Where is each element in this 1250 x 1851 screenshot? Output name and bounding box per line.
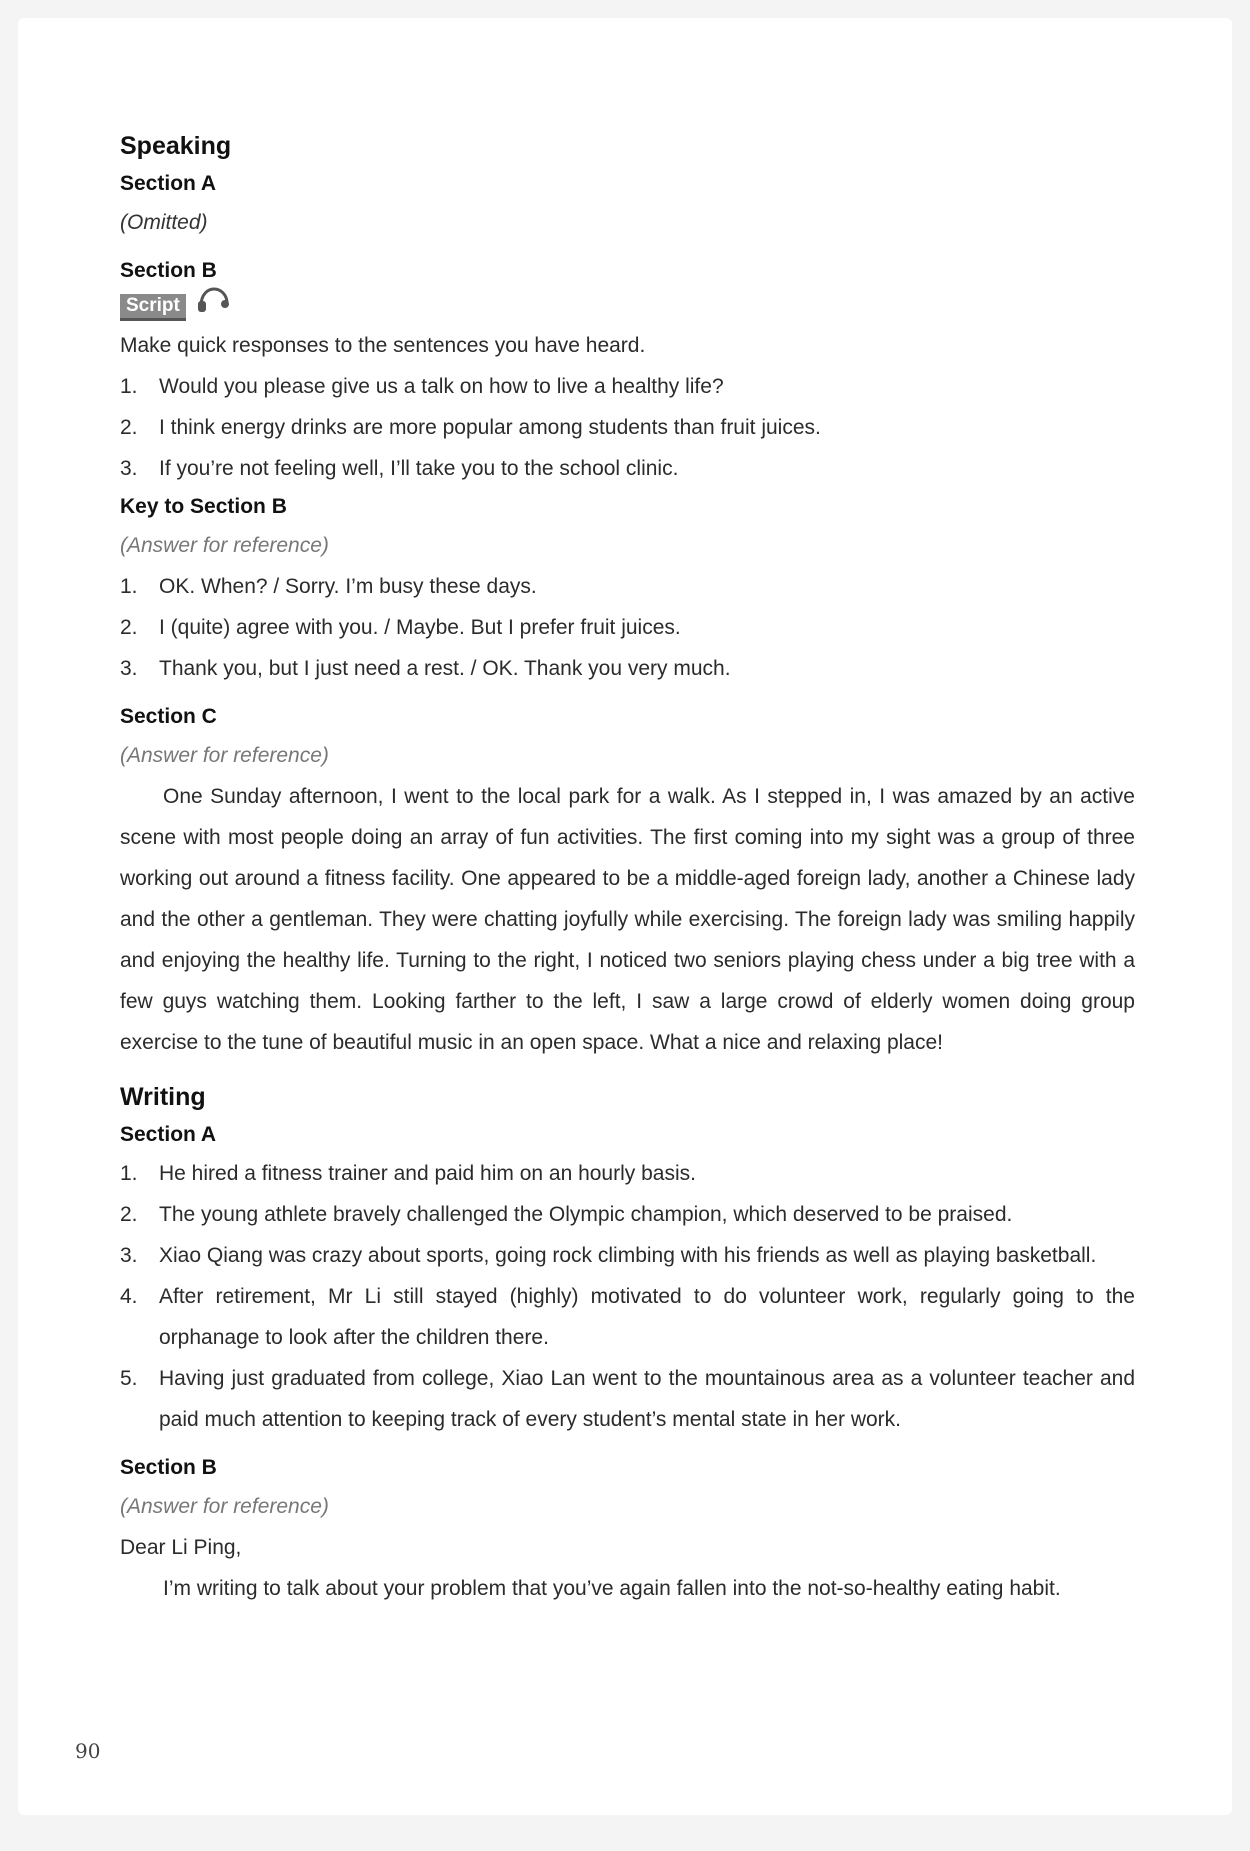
writing-section-b-heading: Section B: [120, 1456, 217, 1479]
page-number: 90: [75, 1739, 101, 1763]
script-badge: Script: [120, 294, 186, 321]
list-item: 1. OK. When? / Sorry. I’m busy these days.: [120, 575, 537, 598]
list-item: 2. I (quite) agree with you. / Maybe. But I prefer fruit juices.: [120, 616, 681, 639]
speaking-section-b-heading: Section B: [120, 259, 217, 282]
script-label-row: [120, 289, 1135, 325]
document-page: [18, 18, 1232, 1815]
letter-first-line: I’m writing to talk about your problem that you’ve again fallen into the not-so-healthy eating habit.: [163, 1577, 1061, 1600]
list-item: 3. Xiao Qiang was crazy about sports, going rock climbing with his friends as well as playing basketball.: [120, 1244, 1097, 1267]
list-item: 4. After retirement, Mr Li still stayed (highly) motivated to do volunteer work, regularly going to the orphanage to look after the children there.: [120, 1285, 1135, 1349]
page-content: [120, 126, 1135, 1609]
list-item: 1. Would you please give us a talk on how to live a healthy life?: [120, 375, 724, 398]
list-item: 3. Thank you, but I just need a rest. / OK. Thank you very much.: [120, 657, 731, 680]
key-section-b-heading: Key to Section B: [120, 495, 287, 518]
speaking-section-c-heading: Section C: [120, 705, 217, 728]
section-c-reference-note: (Answer for reference): [120, 744, 329, 767]
section-a-omitted-note: (Omitted): [120, 211, 208, 234]
writing-section-a-heading: Section A: [120, 1123, 217, 1146]
list-item: 1. He hired a fitness trainer and paid him on an hourly basis.: [120, 1162, 696, 1185]
key-section-b-reference-note: (Answer for reference): [120, 534, 329, 557]
section-c-paragraph: One Sunday afternoon, I went to the local park for a walk. As I stepped in, I was amazed by an active scene with most people doing an array of fun activities. The first coming into my sight was a group of three working out around a fitness facility. One appeared to be a middle-aged foreign lady, another a Chinese lady and the other a gentleman. They were chatting joyfully while exercising. The foreign lady was smiling happily and enjoying the healthy life. Turning to the right, I noticed two seniors playing chess under a big tree with a few guys watching them. Looking farther to the left, I saw a large crowd of elderly women doing group exercise to the tune of beautiful music in an open space. What a nice and relaxing place!: [120, 785, 1135, 1054]
writing-section-a-list: [120, 1153, 1135, 1440]
list-item: 3. If you’re not feeling well, I’ll take you to the school clinic.: [120, 457, 679, 480]
section-b-script-list: [120, 366, 1135, 489]
list-item: 2. The young athlete bravely challenged the Olympic champion, which deserved to be praised.: [120, 1203, 1013, 1226]
writing-heading: Writing: [120, 1083, 206, 1111]
key-section-b-list: [120, 566, 1135, 689]
writing-section-b-reference-note: (Answer for reference): [120, 1495, 329, 1518]
speaking-section-a-heading: Section A: [120, 172, 217, 195]
section-b-instruction: Make quick responses to the sentences you have heard.: [120, 334, 646, 357]
list-item: 5. Having just graduated from college, Xiao Lan went to the mountainous area as a volunteer teacher and paid much attention to keeping track of every student’s mental state in her work.: [120, 1367, 1135, 1431]
headphones-icon: [196, 286, 230, 328]
list-item: 2. I think energy drinks are more popular among students than fruit juices.: [120, 416, 821, 439]
speaking-heading: Speaking: [120, 132, 232, 160]
letter-salutation: Dear Li Ping,: [120, 1536, 242, 1559]
